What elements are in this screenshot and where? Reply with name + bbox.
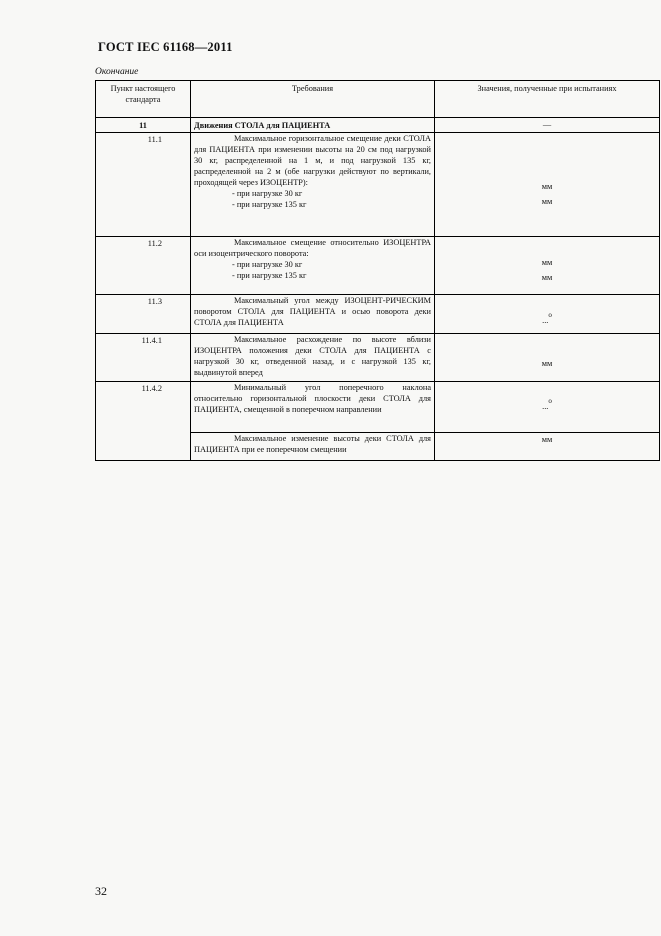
- table-row: [96, 133, 660, 237]
- requirement-text: Максимальное изменение высоты деки СТОЛА для ПАЦИЕНТА при ее поперечном смещении: [194, 434, 431, 454]
- column-header-clause: Пункт настоящего стандарта: [96, 81, 191, 118]
- table-header-row: [96, 81, 660, 118]
- requirement-cell: [191, 382, 435, 433]
- unit-label: мм: [541, 435, 553, 444]
- table-row: [96, 237, 660, 295]
- requirement-cell: [191, 295, 435, 334]
- value-cell: [435, 237, 660, 295]
- requirement-text: Максимальное горизонтальное смещение деки СТОЛА для ПАЦИЕНТА при изменении высоты на 20 см под нагрузкой 30 кг, распределенной на 1 м, и под нагрузкой 135 кг, распределенной на 2 м (обе нагрузки действуют по вертикали, проходящей через ИЗОЦЕНТР):: [194, 134, 431, 187]
- requirement-cell: [191, 334, 435, 382]
- requirement-text: Максимальное смещение относительно ИЗОЦЕНТРА оси изоцентрического поворота:: [194, 238, 431, 258]
- unit-label: мм: [541, 273, 553, 282]
- section-number: 11: [96, 118, 191, 133]
- degree-symbol: о: [548, 311, 552, 319]
- section-title: Движения СТОЛА для ПАЦИЕНТА: [191, 118, 435, 133]
- unit-label: мм: [541, 182, 553, 191]
- requirement-cell: [191, 133, 435, 237]
- page-number: 32: [95, 884, 107, 898]
- value-placeholder: ...: [542, 315, 549, 325]
- requirement-item: - при нагрузке 135 кг: [232, 271, 307, 280]
- value-placeholder: ...: [542, 401, 549, 411]
- angle-value: [542, 312, 552, 326]
- requirement-item: - при нагрузке 135 кг: [232, 200, 307, 209]
- table-row: [96, 295, 660, 334]
- value-cell: [435, 382, 660, 433]
- clause-number: 11.4.2: [96, 382, 191, 461]
- requirement-item: - при нагрузке 30 кг: [232, 260, 303, 269]
- column-header-values: Значения, полученные при испытаниях: [435, 81, 660, 118]
- section-value: —: [435, 118, 660, 133]
- clause-number: 11.2: [96, 237, 191, 295]
- value-cell: [435, 433, 660, 461]
- requirement-text: Максимальное расхождение по высоте вблизи ИЗОЦЕНТРА положения деки СТОЛА для ПАЦИЕНТА с нагрузкой 30 кг, отведенной назад, и с нагрузкой 135 кг, выдвинутой вперед: [194, 335, 431, 377]
- value-cell: [435, 334, 660, 382]
- requirement-text: Минимальный угол поперечного наклона относительно горизонтальной плоскости деки СТОЛА для ПАЦИЕНТА, смещенной в поперечном направлении: [194, 383, 431, 414]
- table-row: [96, 382, 660, 433]
- requirement-cell: [191, 237, 435, 295]
- unit-label: мм: [541, 359, 553, 368]
- unit-label: мм: [541, 197, 553, 206]
- angle-value: [542, 398, 552, 412]
- clause-number: 11.3: [96, 295, 191, 334]
- requirement-item: - при нагрузке 30 кг: [232, 189, 303, 198]
- requirement-text: Максимальный угол между ИЗОЦЕНТ-РИЧЕСКИМ поворотом СТОЛА для ПАЦИЕНТА и осью поворота деки СТОЛА для ПАЦИЕНТА: [194, 296, 431, 327]
- requirement-cell: [191, 433, 435, 461]
- continuation-label: Окончание: [95, 67, 139, 77]
- table-row: [96, 118, 660, 133]
- document-title: ГОСТ IEC 61168—2011: [98, 40, 233, 54]
- value-cell: [435, 133, 660, 237]
- requirements-table: [95, 80, 660, 461]
- column-header-requirements: Требования: [191, 81, 435, 118]
- table-row: [96, 334, 660, 382]
- unit-label: мм: [541, 258, 553, 267]
- clause-number: 11.1: [96, 133, 191, 237]
- value-cell: [435, 295, 660, 334]
- clause-number: 11.4.1: [96, 334, 191, 382]
- degree-symbol: о: [548, 397, 552, 405]
